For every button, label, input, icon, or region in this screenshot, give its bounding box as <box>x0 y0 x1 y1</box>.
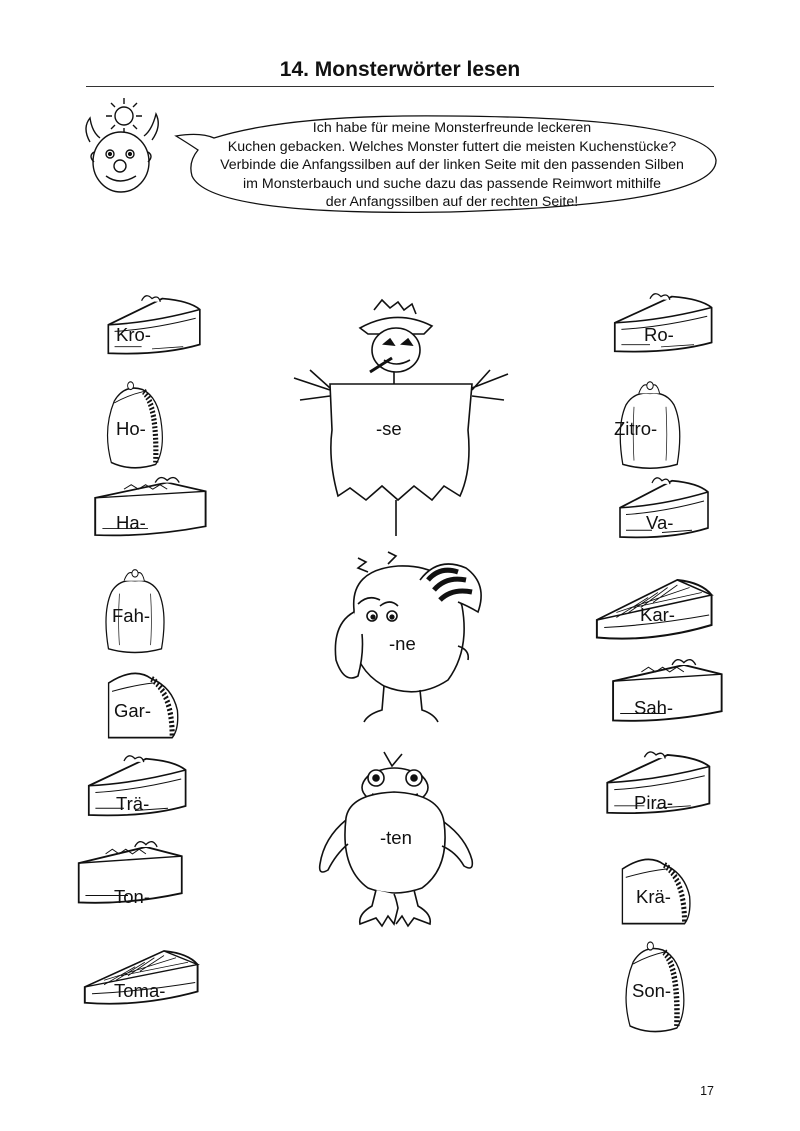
left-syllable: Fah- <box>112 605 151 626</box>
page-number: 17 <box>700 1084 714 1098</box>
monster-syllable: -ne <box>389 633 416 654</box>
left-syllable: Ha- <box>116 512 146 533</box>
instruction-text <box>198 119 706 212</box>
right-syllable: Son- <box>632 980 672 1001</box>
instruction-line: der Anfangssilben auf der rechten Seite! <box>325 194 579 211</box>
title-divider <box>86 86 714 87</box>
instruction-line: Ich habe für meine Monsterfreunde leckeren <box>312 120 592 136</box>
cake-flat <box>606 658 724 732</box>
cake-pie <box>80 942 200 1014</box>
instruction-line: Verbinde die Anfangssilben auf der linken Seite mit den passenden Silben <box>220 157 684 174</box>
left-syllable: Ho- <box>116 418 146 439</box>
right-syllable: Krä- <box>636 886 671 907</box>
monster-syllable: -se <box>376 418 402 439</box>
left-syllable: Kro- <box>116 324 151 345</box>
page-title: 14. Monsterwörter lesen <box>279 58 521 81</box>
left-syllable: Gar- <box>114 700 151 721</box>
right-syllable: Kar- <box>640 604 675 625</box>
left-syllable: Ton- <box>114 886 150 907</box>
right-syllable: Zitro- <box>614 418 658 439</box>
cake-flat <box>88 476 208 546</box>
right-syllable: Va- <box>646 512 674 533</box>
cake-wedge <box>612 474 712 546</box>
left-syllable: Trä- <box>116 793 150 814</box>
instruction-line: Kuchen gebacken. Welches Monster futtert die meisten Kuchenstücke? <box>227 138 677 155</box>
right-syllable: Ro- <box>644 324 674 345</box>
instruction-line: im Monsterbauch und suche dazu das passende Reimwort mithilfe <box>243 175 661 192</box>
right-syllable: Pira- <box>634 792 674 813</box>
right-syllable: Sah- <box>634 697 674 718</box>
monster-syllable: -ten <box>380 827 412 848</box>
left-syllable: Toma- <box>114 980 166 1001</box>
